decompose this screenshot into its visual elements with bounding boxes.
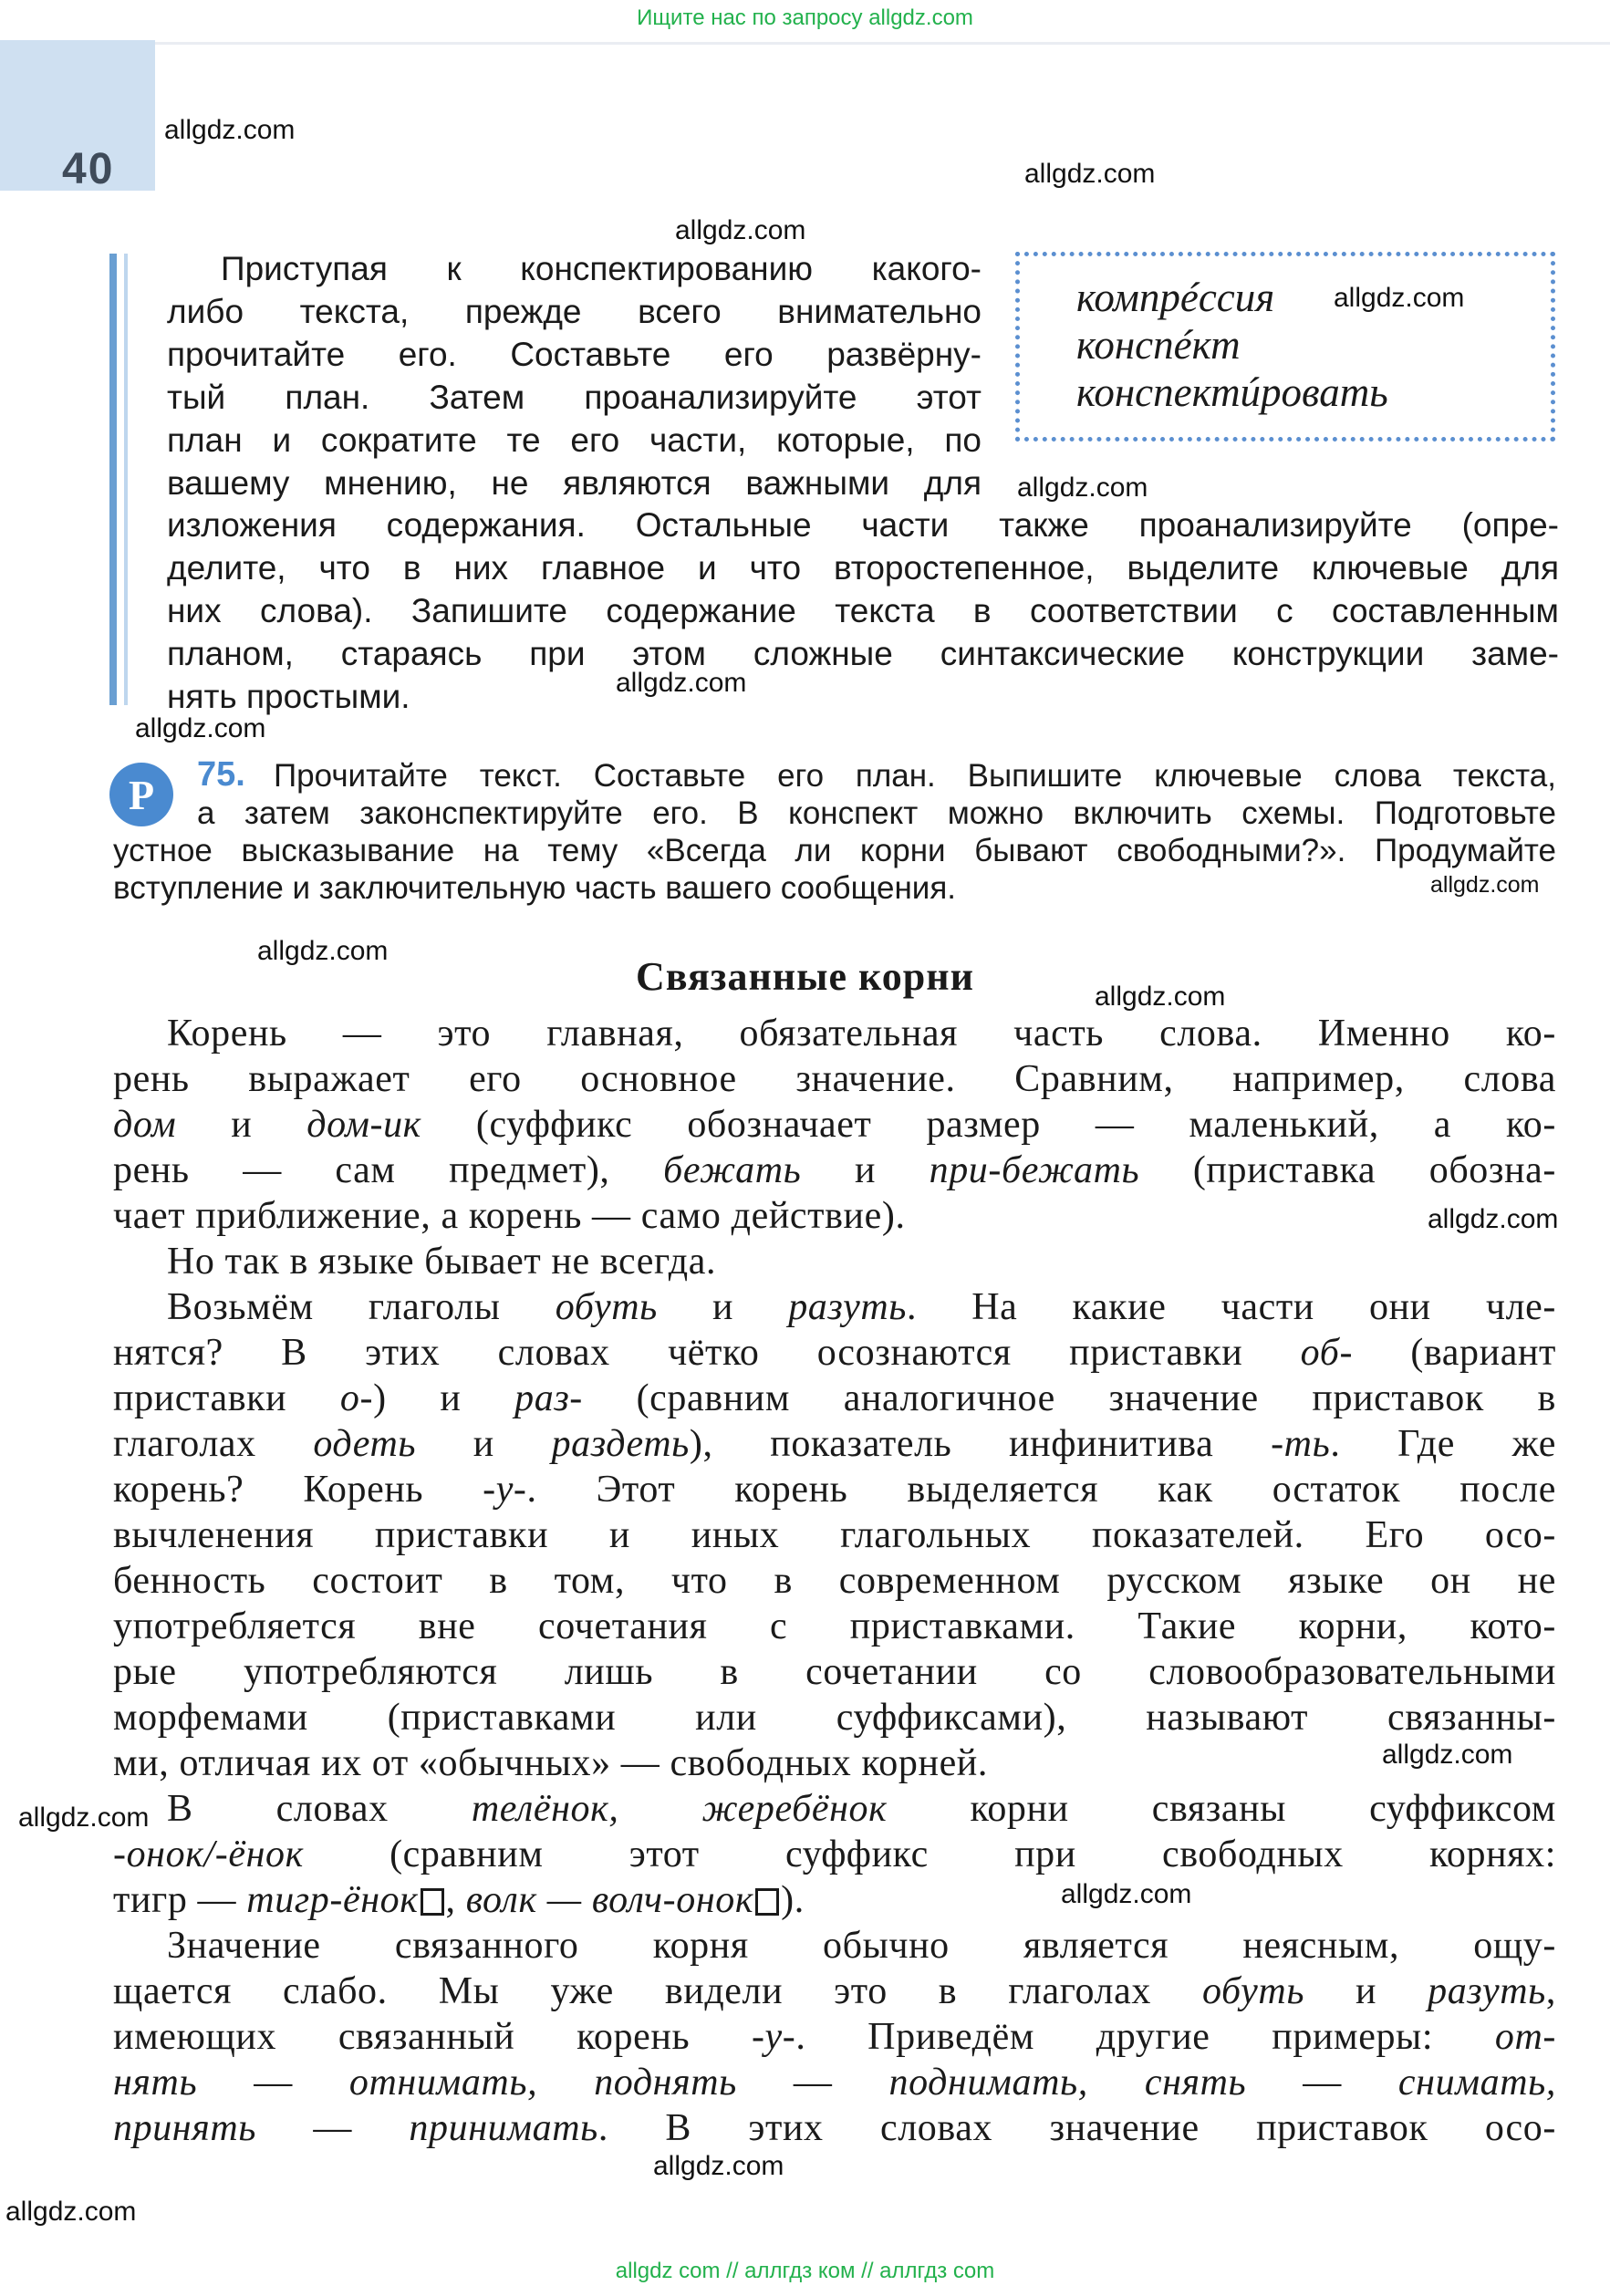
watermark: allgdz.com	[1430, 872, 1540, 898]
example-morpheme: -ть	[1271, 1423, 1331, 1465]
body-line: рень выражает его основное значение. Сравним, например, слова	[113, 1058, 1556, 1100]
watermark: allgdz.com	[18, 1803, 150, 1833]
example-word: раздеть	[551, 1423, 690, 1465]
body-line: В словах телёнок, жеребёнок корни связаны суффиксом	[167, 1788, 1556, 1830]
example-word: дом	[113, 1104, 177, 1146]
body-line: корень? Корень -у-. Этот корень выделяется как остаток после	[113, 1469, 1556, 1511]
body-line: нять — отнимать, поднять — поднимать, снять — снимать,	[113, 2062, 1556, 2104]
instruction-line: план и сократите те его части, которые, по	[167, 421, 982, 459]
body-line: щается слабо. Мы уже видели это в глаголах обуть и разуть,	[113, 1970, 1557, 2012]
example-word: дом-ик	[306, 1104, 421, 1146]
example-word: телёнок, жеребёнок	[471, 1788, 888, 1830]
example-morpheme: об-	[1300, 1332, 1354, 1374]
instruction-accent-bar-light	[124, 254, 128, 705]
body-line: употребляется вне сочетания с приставками. Такие корни, кото-	[113, 1605, 1556, 1647]
exercise-number: 75.	[197, 755, 245, 794]
body-line: Значение связанного корня обычно является неясным, ощу-	[167, 1925, 1556, 1967]
instruction-line: планом, стараясь при этом сложные синтаксические конструкции заме-	[167, 635, 1559, 672]
bottom-banner[interactable]: allgdz com // аллгдз ком // аллгдз com	[615, 2259, 995, 2283]
top-banner[interactable]: Ищите нас по запросу allgdz.com	[637, 5, 973, 30]
body-line: рень — сам предмет), бежать и при-бежать (приставка обозна-	[113, 1149, 1557, 1191]
example-morpheme: раз-	[514, 1377, 583, 1419]
body-line: ми, отличая их от «обычных» — свободных корней.	[113, 1742, 988, 1784]
body-line: приставки о-) и раз- (сравним аналогичное значение приставок в	[113, 1377, 1556, 1419]
watermark: allgdz.com	[1024, 159, 1156, 189]
watermark: allgdz.com	[1017, 473, 1148, 503]
body-line: нятся? В этих словах чётко осознаются приставки об- (вариант	[113, 1332, 1556, 1374]
example-morpheme: о-	[339, 1377, 374, 1419]
instruction-line: изложения содержания. Остальные части также проанализируйте (опре-	[167, 506, 1559, 544]
watermark: allgdz.com	[257, 936, 389, 966]
watermark: allgdz.com	[1061, 1879, 1192, 1909]
example-word: волк — волч-онок	[465, 1879, 754, 1921]
body-line: Корень — это главная, обязательная часть слова. Именно ко-	[167, 1013, 1556, 1054]
exercise-line: Прочитайте текст. Составьте его план. Выпишите ключевые слова текста,	[274, 758, 1556, 794]
exercise-line: а затем законспектируйте его. В конспект можно включить схемы. Подготовьте	[197, 795, 1556, 831]
watermark: allgdz.com	[1334, 283, 1465, 313]
body-line: морфемами (приставками или суффиксами), называют связанны-	[113, 1697, 1556, 1739]
vocabulary-term: компрéссия	[1076, 275, 1275, 320]
watermark: allgdz.com	[5, 2197, 137, 2227]
example-word: нять	[113, 2062, 198, 2104]
watermark: allgdz.com	[164, 115, 296, 145]
instruction-line: нять простыми.	[167, 678, 410, 715]
example-word: обуть	[1201, 1970, 1305, 2012]
example-word: принимать	[409, 2107, 598, 2149]
zero-ending-square-icon	[755, 1888, 779, 1916]
instruction-line: либо текста, прежде всего внимательно	[167, 293, 982, 330]
vocabulary-term: конспéкт	[1076, 322, 1241, 368]
body-line: тигр — тигр-ёнок , волк — волч-онок ).	[113, 1879, 805, 1921]
body-line: -онок/-ёнок (сравним этот суффикс при свободных корнях:	[113, 1834, 1556, 1875]
example-word: обуть	[555, 1286, 658, 1328]
instruction-line: прочитайте его. Составьте его развёрну-	[167, 336, 982, 373]
example-morpheme: -у-	[751, 2016, 796, 2058]
exercise-line: вступление и заключительную часть вашего сообщения.	[113, 870, 956, 906]
instruction-line: делите, что в них главное и что второстепенное, выделите ключевые для	[167, 549, 1559, 587]
example-word: поднимать, снять	[888, 2062, 1247, 2104]
watermark: allgdz.com	[653, 2151, 784, 2181]
instruction-line: них слова). Запишите содержание текста в соответствии с составленным	[167, 592, 1559, 629]
example-word: разуть	[1428, 1970, 1546, 2012]
exercise-badge-icon: Р	[109, 763, 173, 826]
watermark: allgdz.com	[1428, 1204, 1559, 1234]
example-word: от-	[1494, 2016, 1556, 2058]
watermark: allgdz.com	[1382, 1740, 1513, 1770]
body-line: бенность состоит в том, что в современном русском языке он не	[113, 1560, 1556, 1602]
watermark: allgdz.com	[135, 713, 266, 743]
body-line: имеющих связанный корень -у-. Приведём другие примеры: от-	[113, 2016, 1556, 2058]
example-morpheme: -у-	[483, 1469, 527, 1511]
watermark: allgdz.com	[1095, 982, 1226, 1012]
watermark: allgdz.com	[675, 215, 806, 245]
example-word: разуть	[788, 1286, 907, 1328]
top-divider	[36, 42, 1610, 45]
body-line: принять — принимать. В этих словах значение приставок осо-	[113, 2107, 1556, 2149]
example-word: бежать	[663, 1149, 802, 1191]
example-morpheme: -онок/-ёнок	[113, 1834, 304, 1875]
example-word: тигр-ёнок	[246, 1879, 419, 1921]
instruction-line: вашему мнению, не являются важными для	[167, 464, 982, 502]
body-line: глаголах одеть и раздеть), показатель инфинитива -ть. Где же	[113, 1423, 1556, 1465]
instruction-line: тый план. Затем проанализируйте этот	[167, 379, 982, 416]
vocabulary-term: конспектúровать	[1076, 369, 1388, 415]
body-line: дом и дом-ик (суффикс обозначает размер — маленький, а ко-	[113, 1104, 1556, 1146]
page-number: 40	[62, 145, 115, 193]
example-word: одеть	[313, 1423, 417, 1465]
zero-ending-square-icon	[421, 1888, 444, 1916]
instruction-accent-bar	[109, 254, 117, 705]
body-line: Возьмём глаголы обуть и разуть. На какие части они чле-	[167, 1286, 1556, 1328]
body-line: Но так в языке бывает не всегда.	[167, 1241, 717, 1283]
exercise-line: устное высказывание на тему «Всегда ли корни бывают свободными?». Продумайте	[113, 833, 1556, 868]
article-title: Связанные корни	[636, 954, 974, 999]
example-word: снимать,	[1397, 2062, 1556, 2104]
body-line: вычленения приставки и иных глагольных показателей. Его осо-	[113, 1514, 1556, 1556]
watermark: allgdz.com	[616, 668, 747, 698]
instruction-line: Приступая к конспектированию какого-	[221, 250, 982, 287]
example-word: принять	[113, 2107, 257, 2149]
example-word: при-бежать	[929, 1149, 1140, 1191]
body-line: чает приближение, а корень — само действие).	[113, 1195, 906, 1237]
example-word: отнимать, поднять	[348, 2062, 737, 2104]
body-line: рые употребляются лишь в сочетании со словообразовательными	[113, 1651, 1556, 1693]
